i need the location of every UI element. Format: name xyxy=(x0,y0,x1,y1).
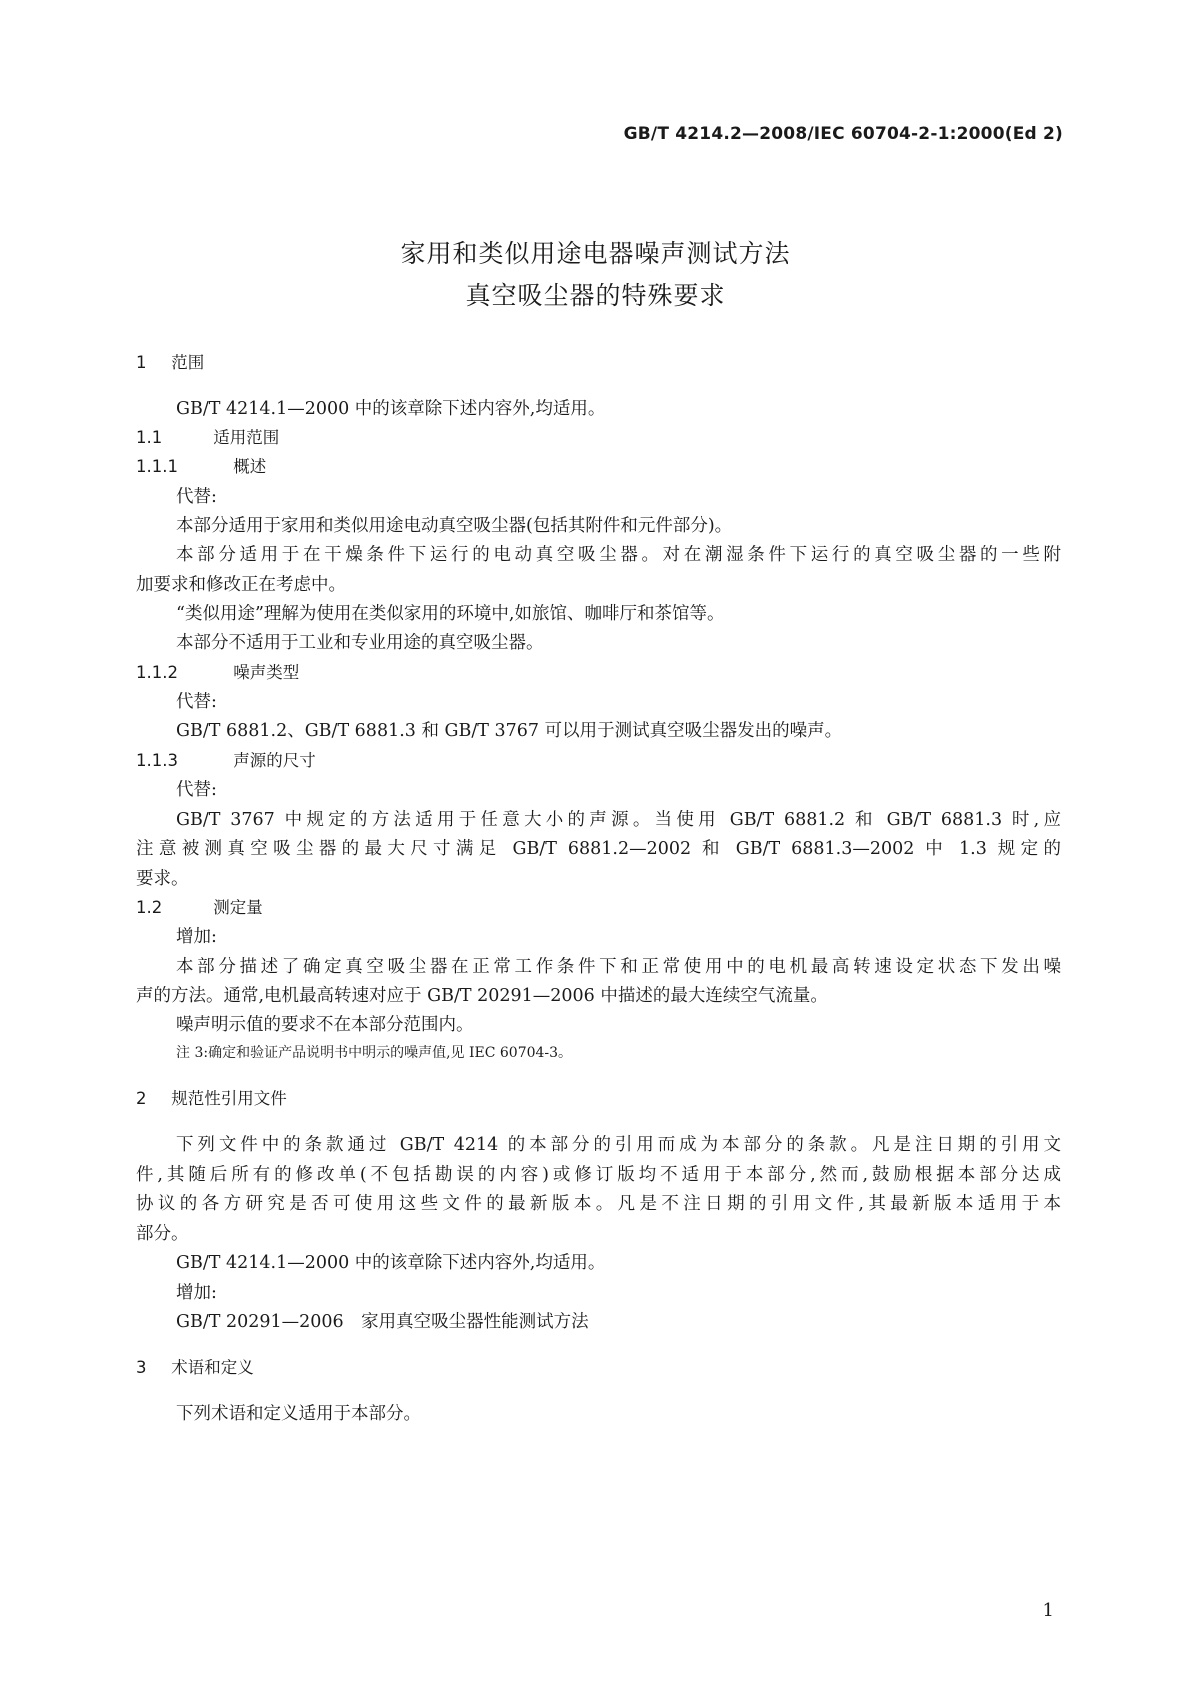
heading-section-1-1 xyxy=(136,425,279,451)
heading-text: 范围 xyxy=(171,353,205,372)
heading-number: 1.1.2 xyxy=(136,663,178,682)
heading-section-1 xyxy=(136,350,204,376)
paragraph-line: 部分。 xyxy=(136,1224,189,1244)
document-title-line-2: 真空吸尘器的特殊要求 xyxy=(465,281,726,310)
paragraph-line: 注意被测真空吸尘器的最大尺寸满足 GB/T 6881.2—2002 和 GB/T 6881.3—2002 中 1.3 规定的 xyxy=(136,839,1061,859)
paragraph: 噪声明示值的要求不在本部分范围内。 xyxy=(176,1015,474,1035)
heading-number: 1.1 xyxy=(136,428,163,447)
document-title-line-1: 家用和类似用途电器噪声测试方法 xyxy=(400,239,791,268)
paragraph-line: 本部分适用于在干燥条件下运行的电动真空吸尘器。对在潮湿条件下运行的真空吸尘器的一些附 xyxy=(176,545,1061,565)
heading-section-2 xyxy=(136,1086,287,1112)
paragraph: 代替: xyxy=(176,780,217,800)
paragraph: 代替: xyxy=(176,692,217,712)
paragraph: 代替: xyxy=(176,487,217,507)
paragraph: 本部分适用于家用和类似用途电动真空吸尘器(包括其附件和元件部分)。 xyxy=(176,516,733,536)
heading-section-1-2 xyxy=(136,895,263,921)
paragraph: 下列术语和定义适用于本部分。 xyxy=(176,1404,421,1424)
page-number: 1 xyxy=(1042,1600,1054,1621)
heading-number: 1.2 xyxy=(136,898,163,917)
paragraph: 增加: xyxy=(176,927,217,947)
paragraph: GB/T 6881.2、GB/T 6881.3 和 GB/T 3767 可以用于测试真空吸尘器发出的噪声。 xyxy=(176,721,843,741)
heading-number: 3 xyxy=(136,1358,147,1377)
heading-number: 1.1.1 xyxy=(136,457,178,476)
document-code: GB/T 4214.2—2008/IEC 60704-2-1:2000(Ed 2) xyxy=(623,124,1063,144)
paragraph-line: 要求。 xyxy=(136,869,189,889)
heading-number: 1 xyxy=(136,353,147,372)
heading-text: 规范性引用文件 xyxy=(171,1089,287,1108)
heading-section-3 xyxy=(136,1355,254,1381)
paragraph: 增加: xyxy=(176,1283,217,1303)
paragraph-line: 本部分描述了确定真空吸尘器在正常工作条件下和正常使用中的电机最高转速设定状态下发出噪 xyxy=(176,957,1061,977)
paragraph: 本部分不适用于工业和专业用途的真空吸尘器。 xyxy=(176,633,544,653)
paragraph-line: 声的方法。通常,电机最高转速对应于 GB/T 20291—2006 中描述的最大连续空气流量。 xyxy=(136,986,828,1006)
heading-text: 声源的尺寸 xyxy=(233,751,316,770)
heading-text: 噪声类型 xyxy=(233,663,300,682)
heading-text: 测定量 xyxy=(213,898,263,917)
heading-section-1-1-1 xyxy=(136,454,266,480)
heading-section-1-1-2 xyxy=(136,660,299,686)
heading-number: 2 xyxy=(136,1089,147,1108)
heading-number: 1.1.3 xyxy=(136,751,178,770)
heading-text: 概述 xyxy=(233,457,267,476)
paragraph: “类似用途”理解为使用在类似家用的环境中,如旅馆、咖啡厅和茶馆等。 xyxy=(176,604,725,624)
paragraph-line: 协议的各方研究是否可使用这些文件的最新版本。凡是不注日期的引用文件,其最新版本适用于本 xyxy=(136,1194,1061,1214)
heading-text: 术语和定义 xyxy=(171,1358,254,1377)
paragraph-line: 下列文件中的条款通过 GB/T 4214 的本部分的引用而成为本部分的条款。凡是注日期的引用文 xyxy=(176,1135,1061,1155)
paragraph-line: 件,其随后所有的修改单(不包括勘误的内容)或修订版均不适用于本部分,然而,鼓励根据本部分达成 xyxy=(136,1165,1061,1185)
heading-section-1-1-3 xyxy=(136,748,316,774)
paragraph-line: GB/T 3767 中规定的方法适用于任意大小的声源。当使用 GB/T 6881.2 和 GB/T 6881.3 时,应 xyxy=(176,810,1061,830)
heading-text: 适用范围 xyxy=(213,428,280,447)
paragraph: GB/T 4214.1—2000 中的该章除下述内容外,均适用。 xyxy=(176,399,606,419)
paragraph-line: 加要求和修改正在考虑中。 xyxy=(136,575,346,595)
note: 注 3:确定和验证产品说明书中明示的噪声值,见 IEC 60704-3。 xyxy=(176,1045,573,1061)
paragraph: GB/T 4214.1—2000 中的该章除下述内容外,均适用。 xyxy=(176,1253,606,1273)
reference-entry: GB/T 20291—2006 家用真空吸尘器性能测试方法 xyxy=(176,1312,589,1332)
